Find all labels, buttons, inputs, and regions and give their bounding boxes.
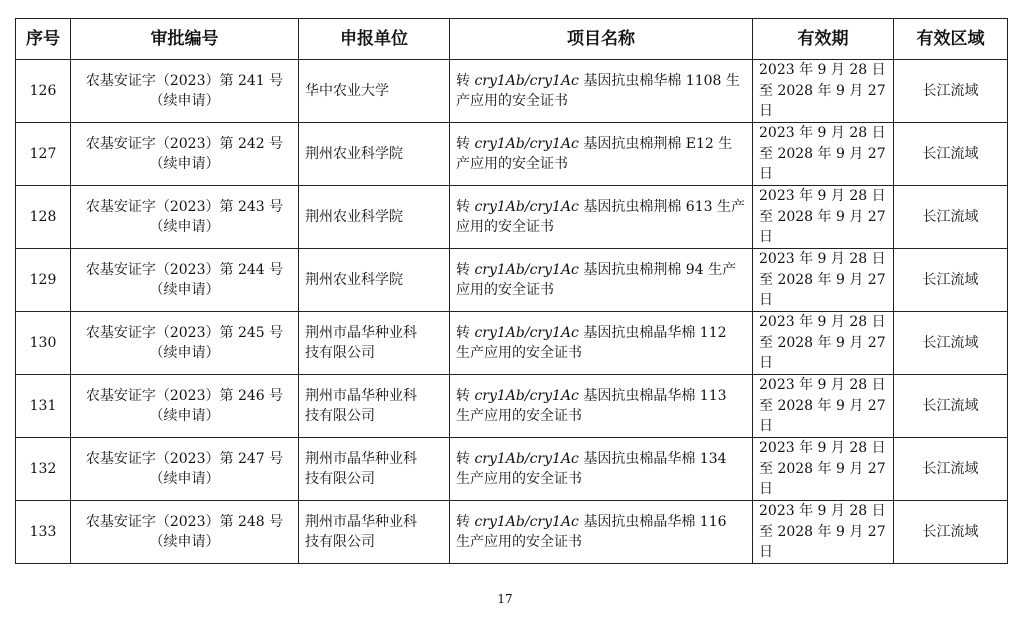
header-approval-no: 审批编号 xyxy=(71,19,299,60)
validity-line: 2023 年 9 月 28 日 xyxy=(759,503,886,520)
approval-number xyxy=(71,249,299,312)
approval-number xyxy=(71,375,299,438)
validity-line: 2023 年 9 月 28 日 xyxy=(759,251,886,268)
table-body xyxy=(16,60,1008,564)
validity-period xyxy=(753,375,894,438)
approval-number-line: 农基安证字（2023）第 243 号 xyxy=(85,198,284,215)
project-rest: 基因抗虫棉荆棉 E12 生 xyxy=(578,135,733,152)
row-number: 128 xyxy=(16,186,71,249)
validity-period xyxy=(753,438,894,501)
validity-line: 日 xyxy=(759,166,773,183)
approval-number-line: 农基安证字（2023）第 248 号 xyxy=(85,513,284,530)
renewal-note: （续申请） xyxy=(149,156,220,172)
validity-line: 至 2028 年 9 月 27 xyxy=(759,82,886,99)
applicant-line: 技有限公司 xyxy=(305,408,375,424)
project-name xyxy=(450,60,753,123)
header-validity: 有效期 xyxy=(753,19,894,60)
certificate-table xyxy=(15,18,1008,564)
validity-line: 2023 年 9 月 28 日 xyxy=(759,377,886,394)
valid-region: 长江流域 xyxy=(894,501,1008,564)
renewal-note: （续申请） xyxy=(149,471,220,487)
renewal-note: （续申请） xyxy=(149,408,220,424)
project-name-line: 应用的安全证书 xyxy=(456,282,554,298)
validity-line: 至 2028 年 9 月 27 xyxy=(759,397,886,414)
applicant xyxy=(299,375,450,438)
project-name xyxy=(450,312,753,375)
row-number: 129 xyxy=(16,249,71,312)
approval-number-line: 农基安证字（2023）第 245 号 xyxy=(85,324,284,341)
project-name xyxy=(450,186,753,249)
validity-line: 至 2028 年 9 月 27 xyxy=(759,271,886,288)
gene-name: cry1Ab/cry1Ac xyxy=(474,513,579,530)
project-prefix: 转 xyxy=(456,261,475,278)
valid-region: 长江流域 xyxy=(894,60,1008,123)
table-row xyxy=(16,375,1008,438)
applicant-line: 荆州农业科学院 xyxy=(305,208,403,225)
applicant-line: 技有限公司 xyxy=(305,471,375,487)
applicant xyxy=(299,438,450,501)
applicant xyxy=(299,186,450,249)
valid-region: 长江流域 xyxy=(894,375,1008,438)
project-name-line: 生产应用的安全证书 xyxy=(456,534,582,550)
project-name-line xyxy=(456,323,746,344)
applicant-line: 荆州市晶华种业科 xyxy=(305,513,417,530)
applicant-line: 华中农业大学 xyxy=(305,82,389,99)
validity-period xyxy=(753,501,894,564)
project-name xyxy=(450,438,753,501)
validity-period xyxy=(753,186,894,249)
validity-line: 日 xyxy=(759,418,773,435)
renewal-note: （续申请） xyxy=(149,93,220,109)
project-rest: 基因抗虫棉华棉 1108 生 xyxy=(578,72,740,89)
gene-name: cry1Ab/cry1Ac xyxy=(474,450,579,467)
gene-name: cry1Ab/cry1Ac xyxy=(474,198,579,215)
validity-period xyxy=(753,123,894,186)
validity-line: 日 xyxy=(759,544,773,561)
table-row xyxy=(16,249,1008,312)
validity-line: 至 2028 年 9 月 27 xyxy=(759,334,886,351)
table-row xyxy=(16,60,1008,123)
gene-name: cry1Ab/cry1Ac xyxy=(474,135,579,152)
row-number: 132 xyxy=(16,438,71,501)
project-name-line: 产应用的安全证书 xyxy=(456,93,568,109)
applicant-line: 荆州市晶华种业科 xyxy=(305,387,417,404)
project-prefix: 转 xyxy=(456,450,475,467)
validity-line: 至 2028 年 9 月 27 xyxy=(759,145,886,162)
applicant xyxy=(299,60,450,123)
header-no: 序号 xyxy=(16,19,71,60)
approval-number xyxy=(71,186,299,249)
row-number: 133 xyxy=(16,501,71,564)
gene-name: cry1Ab/cry1Ac xyxy=(474,324,579,341)
header-region: 有效区域 xyxy=(894,19,1008,60)
gene-name: cry1Ab/cry1Ac xyxy=(474,261,579,278)
table-row xyxy=(16,312,1008,375)
row-number: 130 xyxy=(16,312,71,375)
validity-line: 2023 年 9 月 28 日 xyxy=(759,125,886,142)
project-rest: 基因抗虫棉晶华棉 113 xyxy=(578,387,727,404)
project-name-line xyxy=(456,197,746,218)
applicant xyxy=(299,312,450,375)
valid-region: 长江流域 xyxy=(894,312,1008,375)
validity-line: 至 2028 年 9 月 27 xyxy=(759,523,886,540)
header-project: 项目名称 xyxy=(450,19,753,60)
gene-name: cry1Ab/cry1Ac xyxy=(474,72,579,89)
project-name-line xyxy=(456,512,746,533)
applicant-line: 荆州市晶华种业科 xyxy=(305,324,417,341)
approval-number-line: 农基安证字（2023）第 244 号 xyxy=(85,261,284,278)
project-prefix: 转 xyxy=(456,135,475,152)
project-name xyxy=(450,123,753,186)
project-name-line xyxy=(456,449,746,470)
project-name-line xyxy=(456,71,746,92)
validity-period xyxy=(753,249,894,312)
validity-period xyxy=(753,60,894,123)
validity-line: 日 xyxy=(759,103,773,120)
applicant-line: 技有限公司 xyxy=(305,534,375,550)
renewal-note: （续申请） xyxy=(149,534,220,550)
project-rest: 基因抗虫棉荆棉 613 生产 xyxy=(578,198,745,215)
project-name xyxy=(450,249,753,312)
project-name-line xyxy=(456,134,746,155)
approval-number-line: 农基安证字（2023）第 246 号 xyxy=(85,387,284,404)
validity-line: 2023 年 9 月 28 日 xyxy=(759,188,886,205)
validity-line: 至 2028 年 9 月 27 xyxy=(759,460,886,477)
renewal-note: （续申请） xyxy=(149,282,220,298)
approval-number xyxy=(71,123,299,186)
validity-line: 日 xyxy=(759,355,773,372)
page-number: 17 xyxy=(497,592,513,606)
project-name-line: 应用的安全证书 xyxy=(456,219,554,235)
approval-number-line: 农基安证字（2023）第 247 号 xyxy=(85,450,284,467)
applicant-line: 荆州农业科学院 xyxy=(305,145,403,162)
project-rest: 基因抗虫棉晶华棉 112 xyxy=(578,324,727,341)
valid-region: 长江流域 xyxy=(894,186,1008,249)
validity-line: 2023 年 9 月 28 日 xyxy=(759,440,886,457)
project-prefix: 转 xyxy=(456,387,475,404)
project-name-line: 生产应用的安全证书 xyxy=(456,345,582,361)
applicant-line: 荆州农业科学院 xyxy=(305,271,403,288)
project-prefix: 转 xyxy=(456,72,475,89)
project-name xyxy=(450,501,753,564)
validity-period xyxy=(753,312,894,375)
project-name-line xyxy=(456,386,746,407)
table-row xyxy=(16,186,1008,249)
table-header-row xyxy=(16,19,1008,60)
project-name xyxy=(450,375,753,438)
row-number: 131 xyxy=(16,375,71,438)
project-name-line xyxy=(456,260,746,281)
renewal-note: （续申请） xyxy=(149,345,220,361)
applicant-line: 荆州市晶华种业科 xyxy=(305,450,417,467)
applicant xyxy=(299,501,450,564)
applicant xyxy=(299,249,450,312)
renewal-note: （续申请） xyxy=(149,219,220,235)
project-prefix: 转 xyxy=(456,198,475,215)
project-rest: 基因抗虫棉荆棉 94 生产 xyxy=(578,261,737,278)
table-row xyxy=(16,438,1008,501)
row-number: 126 xyxy=(16,60,71,123)
approval-number xyxy=(71,60,299,123)
table-row xyxy=(16,123,1008,186)
project-rest: 基因抗虫棉晶华棉 134 xyxy=(578,450,727,467)
applicant-line: 技有限公司 xyxy=(305,345,375,361)
validity-line: 2023 年 9 月 28 日 xyxy=(759,62,886,79)
validity-line: 2023 年 9 月 28 日 xyxy=(759,314,886,331)
row-number: 127 xyxy=(16,123,71,186)
applicant xyxy=(299,123,450,186)
approval-number xyxy=(71,438,299,501)
project-name-line: 产应用的安全证书 xyxy=(456,156,568,172)
validity-line: 日 xyxy=(759,481,773,498)
validity-line: 至 2028 年 9 月 27 xyxy=(759,208,886,225)
validity-line: 日 xyxy=(759,229,773,246)
validity-line: 日 xyxy=(759,292,773,309)
header-applicant: 申报单位 xyxy=(299,19,450,60)
valid-region: 长江流域 xyxy=(894,123,1008,186)
approval-number xyxy=(71,501,299,564)
valid-region: 长江流域 xyxy=(894,249,1008,312)
table-row xyxy=(16,501,1008,564)
project-prefix: 转 xyxy=(456,513,475,530)
project-name-line: 生产应用的安全证书 xyxy=(456,471,582,487)
project-prefix: 转 xyxy=(456,324,475,341)
approval-number-line: 农基安证字（2023）第 241 号 xyxy=(85,72,284,89)
gene-name: cry1Ab/cry1Ac xyxy=(474,387,579,404)
project-name-line: 生产应用的安全证书 xyxy=(456,408,582,424)
approval-number xyxy=(71,312,299,375)
project-rest: 基因抗虫棉晶华棉 116 xyxy=(578,513,727,530)
valid-region: 长江流域 xyxy=(894,438,1008,501)
approval-number-line: 农基安证字（2023）第 242 号 xyxy=(85,135,284,152)
